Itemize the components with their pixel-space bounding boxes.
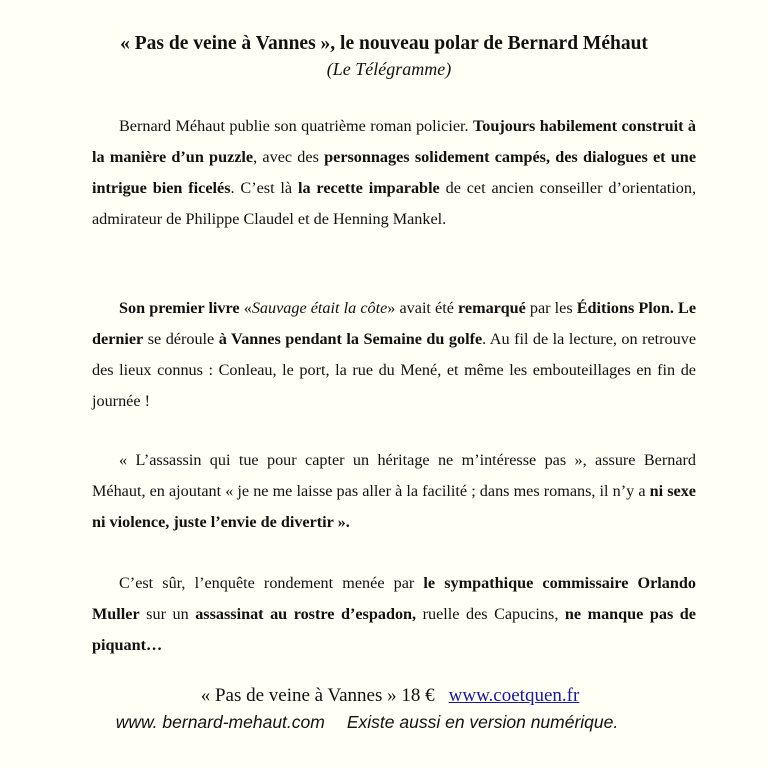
- bold-run: assassinat au rostre d’espadon,: [195, 605, 417, 623]
- text-run: de cet ancien conseiller d’orientation, admirateur de Philippe Claudel et de Henning Mankel.: [92, 179, 697, 228]
- article-paragraph-4: [92, 568, 696, 661]
- text-run: «: [239, 299, 252, 317]
- text-run: par les: [525, 299, 577, 317]
- bold-run: à Vannes pendant la Semaine du golfe: [218, 330, 483, 348]
- article-paragraph-1: [92, 111, 696, 235]
- text-run: . Au fil de la lecture, on retrouve des lieux connus : Conleau, le port, la rue du Mené, et même les embouteillages en fin de journée !: [92, 330, 697, 410]
- article-paragraph-3: [92, 445, 696, 538]
- bold-run: ni sexe ni violence, juste l’envie de divertir ».: [92, 482, 696, 531]
- title-book-name: « Pas de veine à Vannes »: [120, 33, 331, 54]
- text-run: se déroule: [143, 330, 219, 348]
- italic-run: Sauvage était la côte: [251, 299, 388, 317]
- text-run: sur un: [139, 605, 196, 623]
- article-paragraph-2: [92, 293, 696, 417]
- footer-info-line: [0, 710, 768, 734]
- text-run: , avec des: [253, 148, 325, 166]
- text-run: ruelle des Capucins,: [416, 605, 565, 623]
- bold-run: Son premier livre: [119, 299, 240, 317]
- bold-run: Toujours habilement construit à la manière d’un puzzle: [92, 117, 696, 166]
- author-website[interactable]: www. bernard-mehaut.com: [115, 712, 325, 732]
- publisher-link[interactable]: www.coetquen.fr: [448, 685, 580, 706]
- bold-run: la recette imparable: [297, 179, 440, 197]
- text-run: Bernard Méhaut publie son quatrième roman policier.: [119, 117, 473, 135]
- text-run: « L’assassin qui tue pour capter un héritage ne m’intéresse pas », assure Bernard Méhaut, en ajoutant « je ne me laisse pas aller à la facilité ; dans mes romans, il n’y a: [92, 451, 696, 500]
- page-title: [0, 30, 768, 58]
- text-run: C’est sûr, l’enquête rondement menée par: [119, 574, 424, 592]
- bold-run: ne manque pas de piquant…: [92, 605, 696, 654]
- bold-run: le sympathique commissaire Orlando Muller: [92, 574, 696, 623]
- text-run: » avait été: [387, 299, 459, 317]
- bold-run: remarqué: [458, 299, 526, 317]
- bold-run: personnages solidement campés, des dialogues et une intrigue bien ficelés: [92, 148, 696, 197]
- text-run: . C’est là: [230, 179, 298, 197]
- footer-book-line: [0, 683, 768, 709]
- source-attribution: (Le Télégramme): [326, 59, 452, 79]
- bold-run: Éditions Plon. Le dernier: [92, 299, 697, 348]
- book-price: « Pas de veine à Vannes » 18 €: [200, 685, 435, 706]
- title-rest: , le nouveau polar de Bernard Méhaut: [330, 33, 648, 54]
- digital-version-note: Existe aussi en version numérique.: [346, 712, 619, 732]
